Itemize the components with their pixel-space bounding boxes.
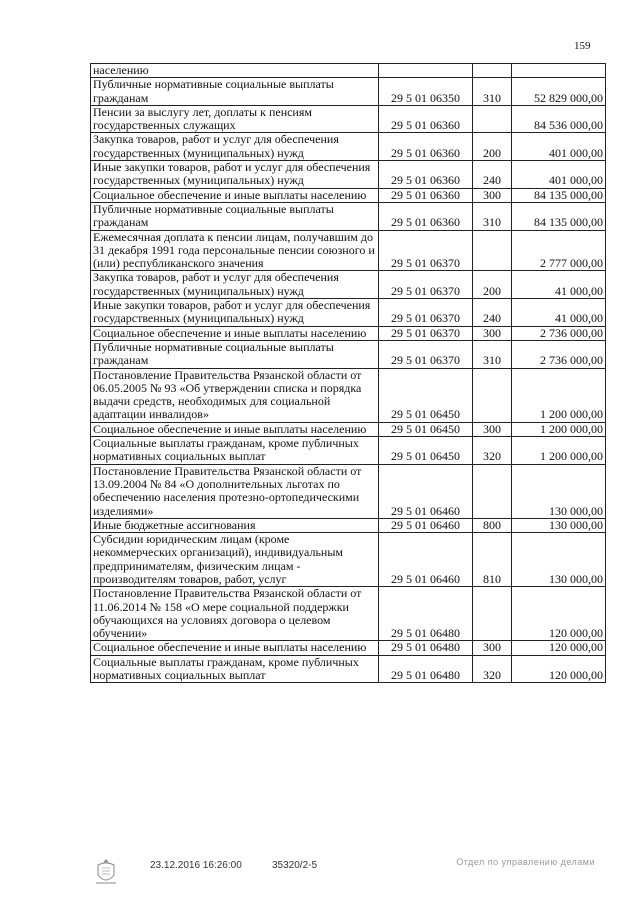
row-code-cell: 29 5 01 06360 <box>379 105 473 133</box>
budget-table <box>90 63 606 683</box>
row-sum-cell <box>512 64 606 78</box>
row-sum-cell: 84 135 000,00 <box>512 188 606 202</box>
row-type-cell: 310 <box>473 202 512 230</box>
row-type-cell <box>473 587 512 641</box>
row-type-cell <box>473 64 512 78</box>
row-name-cell: Социальное обеспечение и иные выплаты населению <box>91 422 379 436</box>
row-code-cell: 29 5 01 06360 <box>379 202 473 230</box>
table-row <box>91 422 606 436</box>
row-sum-cell: 120 000,00 <box>512 587 606 641</box>
table-row <box>91 587 606 641</box>
row-code-cell: 29 5 01 06350 <box>379 78 473 106</box>
table-row <box>91 271 606 299</box>
row-name-cell: Социальные выплаты гражданам, кроме публичных нормативных социальных выплат <box>91 655 379 683</box>
row-name-cell: Публичные нормативные социальные выплаты гражданам <box>91 340 379 368</box>
row-name-cell: Публичные нормативные социальные выплаты гражданам <box>91 78 379 106</box>
row-name-cell: Иные закупки товаров, работ и услуг для обеспечения государственных (муниципальных) нужд <box>91 299 379 327</box>
table-row <box>91 464 606 518</box>
row-sum-cell: 1 200 000,00 <box>512 368 606 422</box>
row-sum-cell: 2 736 000,00 <box>512 326 606 340</box>
row-sum-cell: 1 200 000,00 <box>512 422 606 436</box>
row-sum-cell: 2 736 000,00 <box>512 340 606 368</box>
table-row <box>91 533 606 587</box>
row-code-cell: 29 5 01 06370 <box>379 340 473 368</box>
row-name-cell: Субсидии юридическим лицам (кроме некоммерческих организаций), индивидуальным предпринимателям, физическим лицам - производителям товаров, работ, услуг <box>91 533 379 587</box>
row-type-cell: 240 <box>473 161 512 189</box>
footer <box>0 857 640 897</box>
row-name-cell: Социальное обеспечение и иные выплаты населению <box>91 326 379 340</box>
row-code-cell: 29 5 01 06460 <box>379 518 473 532</box>
row-sum-cell: 2 777 000,00 <box>512 230 606 271</box>
row-type-cell: 320 <box>473 437 512 465</box>
row-name-cell: Иные закупки товаров, работ и услуг для обеспечения государственных (муниципальных) нужд <box>91 161 379 189</box>
row-type-cell: 310 <box>473 78 512 106</box>
row-code-cell: 29 5 01 06360 <box>379 133 473 161</box>
row-sum-cell: 120 000,00 <box>512 641 606 655</box>
row-code-cell: 29 5 01 06450 <box>379 368 473 422</box>
row-code-cell: 29 5 01 06450 <box>379 437 473 465</box>
table-row <box>91 105 606 133</box>
table-row <box>91 78 606 106</box>
row-sum-cell: 1 200 000,00 <box>512 437 606 465</box>
table-row <box>91 230 606 271</box>
row-type-cell <box>473 368 512 422</box>
row-code-cell: 29 5 01 06370 <box>379 326 473 340</box>
row-sum-cell: 41 000,00 <box>512 271 606 299</box>
row-name-cell: Публичные нормативные социальные выплаты гражданам <box>91 202 379 230</box>
row-type-cell: 200 <box>473 133 512 161</box>
row-type-cell: 300 <box>473 326 512 340</box>
table-row <box>91 326 606 340</box>
table-row <box>91 518 606 532</box>
row-sum-cell: 52 829 000,00 <box>512 78 606 106</box>
page-number: 159 <box>574 40 591 52</box>
row-code-cell: 29 5 01 06360 <box>379 161 473 189</box>
row-name-cell: Закупка товаров, работ и услуг для обеспечения государственных (муниципальных) нужд <box>91 271 379 299</box>
row-sum-cell: 130 000,00 <box>512 533 606 587</box>
row-code-cell: 29 5 01 06360 <box>379 188 473 202</box>
table-row <box>91 299 606 327</box>
row-name-cell: населению <box>91 64 379 78</box>
row-name-cell: Закупка товаров, работ и услуг для обеспечения государственных (муниципальных) нужд <box>91 133 379 161</box>
table-row <box>91 340 606 368</box>
table-row <box>91 368 606 422</box>
row-code-cell <box>379 64 473 78</box>
row-code-cell: 29 5 01 06370 <box>379 230 473 271</box>
row-sum-cell: 401 000,00 <box>512 161 606 189</box>
row-code-cell: 29 5 01 06370 <box>379 299 473 327</box>
coat-of-arms-icon <box>93 857 119 887</box>
row-name-cell: Социальные выплаты гражданам, кроме публичных нормативных социальных выплат <box>91 437 379 465</box>
row-type-cell: 320 <box>473 655 512 683</box>
row-sum-cell: 84 536 000,00 <box>512 105 606 133</box>
table-row <box>91 133 606 161</box>
row-code-cell: 29 5 01 06480 <box>379 587 473 641</box>
row-type-cell: 300 <box>473 422 512 436</box>
row-sum-cell: 41 000,00 <box>512 299 606 327</box>
row-code-cell: 29 5 01 06460 <box>379 533 473 587</box>
row-type-cell: 800 <box>473 518 512 532</box>
row-name-cell: Постановление Правительства Рязанской области от 06.05.2005 № 93 «Об утверждении списка и порядка выдачи средств, необходимых для социальной адаптации инвалидов» <box>91 368 379 422</box>
row-type-cell: 310 <box>473 340 512 368</box>
row-sum-cell: 401 000,00 <box>512 133 606 161</box>
row-name-cell: Постановление Правительства Рязанской области от 13.09.2004 № 84 «О дополнительных льготах по обеспечению населения протезно-ортопедическими изделиями» <box>91 464 379 518</box>
row-code-cell: 29 5 01 06480 <box>379 641 473 655</box>
row-sum-cell: 84 135 000,00 <box>512 202 606 230</box>
row-type-cell: 200 <box>473 271 512 299</box>
table-row <box>91 161 606 189</box>
row-sum-cell: 130 000,00 <box>512 518 606 532</box>
row-code-cell: 29 5 01 06460 <box>379 464 473 518</box>
table-row <box>91 202 606 230</box>
row-name-cell: Пенсии за выслугу лет, доплаты к пенсиям государственных служащих <box>91 105 379 133</box>
row-code-cell: 29 5 01 06480 <box>379 655 473 683</box>
table-row <box>91 641 606 655</box>
row-sum-cell: 130 000,00 <box>512 464 606 518</box>
table-row <box>91 64 606 78</box>
row-type-cell <box>473 230 512 271</box>
row-name-cell: Социальное обеспечение и иные выплаты населению <box>91 641 379 655</box>
row-name-cell: Постановление Правительства Рязанской области от 11.06.2014 № 158 «О мере социальной поддержки обучающихся на условиях договора о целевом обучении» <box>91 587 379 641</box>
footer-doc-code: 35320/2-5 <box>272 860 318 871</box>
row-name-cell: Социальное обеспечение и иные выплаты населению <box>91 188 379 202</box>
table-row <box>91 437 606 465</box>
row-name-cell: Ежемесячная доплата к пенсии лицам, получавшим до 31 декабря 1991 года персональные пенсии союзного и (или) республиканского значения <box>91 230 379 271</box>
row-type-cell <box>473 105 512 133</box>
table-row <box>91 188 606 202</box>
table-row <box>91 655 606 683</box>
row-name-cell: Иные бюджетные ассигнования <box>91 518 379 532</box>
row-code-cell: 29 5 01 06370 <box>379 271 473 299</box>
row-type-cell <box>473 464 512 518</box>
row-type-cell: 300 <box>473 188 512 202</box>
row-code-cell: 29 5 01 06450 <box>379 422 473 436</box>
department-stamp: Отдел по управлению делами <box>456 857 595 867</box>
row-sum-cell: 120 000,00 <box>512 655 606 683</box>
row-type-cell: 300 <box>473 641 512 655</box>
row-type-cell: 810 <box>473 533 512 587</box>
row-type-cell: 240 <box>473 299 512 327</box>
footer-datetime: 23.12.2016 16:26:00 <box>150 860 242 871</box>
